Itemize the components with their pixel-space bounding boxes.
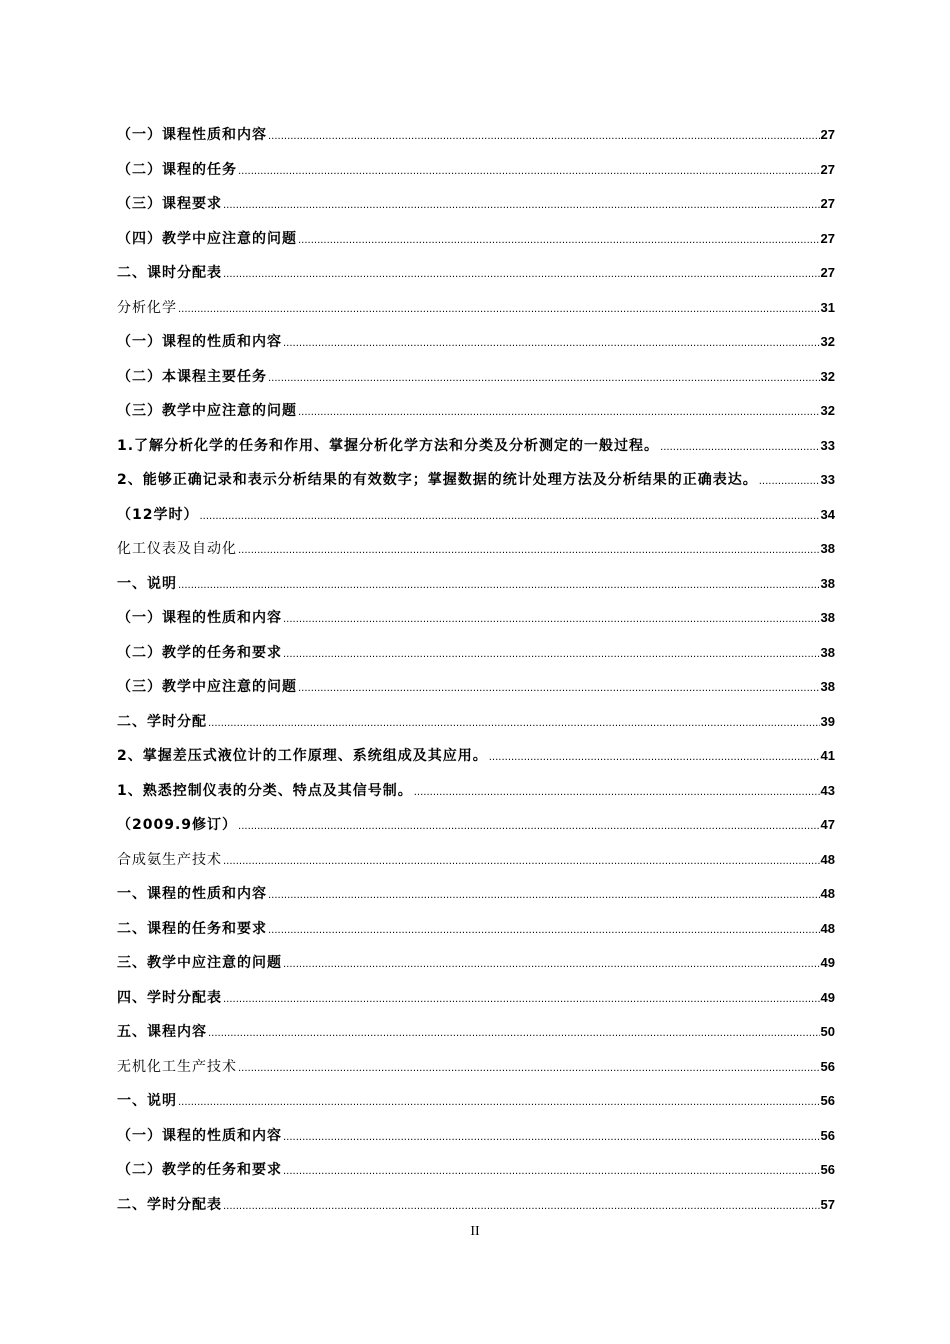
toc-entry-title: （一）课程的性质和内容 bbox=[117, 1127, 282, 1144]
toc-dot-leader bbox=[238, 160, 820, 184]
toc-entry-title: （四）教学中应注意的问题 bbox=[117, 230, 297, 247]
toc-entry-title: （三）教学中应注意的问题 bbox=[117, 679, 297, 695]
toc-page-number: 27 bbox=[820, 161, 835, 177]
toc-entry[interactable] bbox=[117, 296, 835, 331]
toc-dot-leader bbox=[223, 850, 820, 874]
toc-page-number: 48 bbox=[820, 886, 835, 901]
toc-page-number: 57 bbox=[820, 1196, 835, 1212]
toc-page-number: 50 bbox=[820, 1024, 835, 1039]
toc-dot-leader bbox=[268, 919, 820, 943]
toc-entry-title: 三、教学中应注意的问题 bbox=[117, 955, 282, 971]
toc-page-number: 56 bbox=[820, 1058, 835, 1074]
toc-dot-leader bbox=[283, 1160, 820, 1184]
toc-entry[interactable] bbox=[117, 882, 835, 917]
toc-dot-leader bbox=[238, 1057, 820, 1081]
toc-entry[interactable] bbox=[117, 848, 835, 883]
toc-page-number: 38 bbox=[820, 541, 835, 556]
toc-entry[interactable] bbox=[117, 606, 835, 641]
toc-entry-title: 二、学时分配表 bbox=[117, 1196, 222, 1213]
toc-dot-leader bbox=[208, 1022, 820, 1046]
toc-entry-title: 2、能够正确记录和表示分析结果的有效数字；掌握数据的统计处理方法及分析结果的正确表达。 bbox=[117, 472, 758, 488]
toc-page-number: 33 bbox=[820, 437, 835, 453]
toc-page-number: 43 bbox=[820, 782, 835, 798]
toc-page-number: 47 bbox=[820, 817, 835, 832]
toc-page-number: 41 bbox=[820, 748, 835, 763]
toc-entry-title: （二）教学的任务和要求 bbox=[117, 1162, 282, 1178]
toc-page-number: 32 bbox=[820, 403, 835, 418]
toc-entry-title: 2、掌握差压式液位计的工作原理、系统组成及其应用。 bbox=[117, 748, 488, 764]
toc-entry[interactable] bbox=[117, 572, 835, 607]
toc-dot-leader bbox=[223, 263, 820, 287]
toc-dot-leader bbox=[759, 470, 820, 494]
toc-page-number: 56 bbox=[820, 1127, 835, 1143]
toc-page-number: 38 bbox=[820, 644, 835, 660]
toc-entry[interactable] bbox=[117, 710, 835, 745]
toc-dot-leader bbox=[268, 884, 820, 908]
toc-page-number: 39 bbox=[820, 713, 835, 729]
toc-dot-leader bbox=[489, 746, 820, 770]
toc-page-number: 38 bbox=[820, 610, 835, 625]
toc-dot-leader bbox=[238, 815, 820, 839]
toc-dot-leader bbox=[298, 401, 820, 425]
toc-entry[interactable] bbox=[117, 158, 835, 193]
toc-dot-leader bbox=[178, 574, 820, 598]
toc-entry-title: （二）课程的任务 bbox=[117, 161, 237, 178]
toc-entry[interactable] bbox=[117, 951, 835, 986]
toc-page-number: 56 bbox=[820, 1093, 835, 1108]
toc-dot-leader bbox=[223, 194, 820, 218]
toc-dot-leader bbox=[199, 505, 819, 529]
toc-dot-leader bbox=[178, 298, 820, 322]
toc-dot-leader bbox=[283, 953, 820, 977]
toc-page-number: 27 bbox=[820, 265, 835, 280]
toc-entry[interactable] bbox=[117, 813, 835, 848]
toc-entry-title: （三）教学中应注意的问题 bbox=[117, 403, 297, 419]
toc-entry-title: 二、课程的任务和要求 bbox=[117, 920, 267, 937]
toc-entry[interactable] bbox=[117, 744, 835, 779]
toc-entry[interactable] bbox=[117, 399, 835, 434]
toc-page-number: 38 bbox=[820, 575, 835, 591]
toc-page-number: 34 bbox=[820, 506, 835, 522]
toc-entry[interactable] bbox=[117, 779, 835, 814]
toc-entry-title: 五、课程内容 bbox=[117, 1024, 207, 1040]
toc-entry-title: 分析化学 bbox=[117, 299, 177, 316]
toc-entry-title: 四、学时分配表 bbox=[117, 989, 222, 1006]
toc-entry-title: 一、说明 bbox=[117, 1093, 177, 1109]
toc-entry-title: 二、课时分配表 bbox=[117, 265, 222, 281]
toc-page-number: 49 bbox=[820, 989, 835, 1005]
toc-page-number: 48 bbox=[820, 920, 835, 936]
toc-dot-leader bbox=[283, 1126, 820, 1150]
toc-dot-leader bbox=[268, 367, 820, 391]
toc-page-number: 49 bbox=[820, 955, 835, 970]
toc-page-number: 33 bbox=[820, 472, 835, 487]
toc-entry-title: （一）课程的性质和内容 bbox=[117, 334, 282, 350]
toc-entry-title: 合成氨生产技术 bbox=[117, 851, 222, 868]
toc-entry-title: 化工仪表及自动化 bbox=[117, 541, 237, 557]
toc-entry-title: （二）教学的任务和要求 bbox=[117, 644, 282, 661]
toc-dot-leader bbox=[268, 125, 820, 149]
toc-entry[interactable] bbox=[117, 227, 835, 262]
toc-dot-leader bbox=[223, 988, 820, 1012]
toc-entry[interactable] bbox=[117, 330, 835, 365]
toc-entry[interactable] bbox=[117, 1089, 835, 1124]
toc-page-number: 27 bbox=[820, 230, 835, 246]
toc-entry-title: （一）课程性质和内容 bbox=[117, 127, 267, 143]
toc-dot-leader bbox=[223, 1195, 820, 1219]
toc-entry-title: （2009.9修订） bbox=[117, 817, 238, 833]
toc-entry-title: （12学时） bbox=[117, 506, 199, 523]
toc-entry[interactable] bbox=[117, 1055, 835, 1090]
toc-entry[interactable] bbox=[117, 1124, 835, 1159]
toc-entry-title: 一、课程的性质和内容 bbox=[117, 886, 267, 902]
toc-entry[interactable] bbox=[117, 1020, 835, 1055]
toc-entry[interactable] bbox=[117, 261, 835, 296]
toc-entry[interactable] bbox=[117, 434, 835, 469]
toc-entry[interactable] bbox=[117, 503, 835, 538]
toc-entry-title: 1.了解分析化学的任务和作用、掌握分析化学方法和分类及分析测定的一般过程。 bbox=[117, 437, 660, 454]
toc-page-number: 56 bbox=[820, 1162, 835, 1177]
toc-page-number: 27 bbox=[820, 127, 835, 142]
table-of-contents bbox=[117, 123, 835, 1227]
toc-dot-leader bbox=[414, 781, 820, 805]
toc-entry[interactable] bbox=[117, 468, 835, 503]
toc-page-number: 48 bbox=[820, 851, 835, 867]
toc-entry[interactable] bbox=[117, 192, 835, 227]
toc-entry[interactable] bbox=[117, 1193, 835, 1228]
toc-dot-leader bbox=[283, 332, 820, 356]
toc-entry-title: （二）本课程主要任务 bbox=[117, 368, 267, 385]
toc-entry-title: 一、说明 bbox=[117, 575, 177, 592]
toc-dot-leader bbox=[178, 1091, 820, 1115]
toc-entry[interactable] bbox=[117, 365, 835, 400]
toc-page-number: 38 bbox=[820, 679, 835, 694]
page-number: II bbox=[470, 1224, 480, 1239]
toc-dot-leader bbox=[298, 229, 820, 253]
toc-entry[interactable] bbox=[117, 123, 835, 158]
toc-entry-title: 二、学时分配 bbox=[117, 713, 207, 730]
toc-entry[interactable] bbox=[117, 1158, 835, 1193]
toc-page-number: 31 bbox=[820, 299, 835, 315]
toc-entry-title: 1、熟悉控制仪表的分类、特点及其信号制。 bbox=[117, 782, 413, 799]
toc-dot-leader bbox=[238, 539, 820, 563]
toc-entry-title: （一）课程的性质和内容 bbox=[117, 610, 282, 626]
toc-entry-title: （三）课程要求 bbox=[117, 196, 222, 212]
toc-entry[interactable] bbox=[117, 986, 835, 1021]
toc-dot-leader bbox=[283, 643, 820, 667]
toc-dot-leader bbox=[660, 436, 819, 460]
toc-entry[interactable] bbox=[117, 641, 835, 676]
toc-entry[interactable] bbox=[117, 675, 835, 710]
toc-entry-title: 无机化工生产技术 bbox=[117, 1058, 237, 1075]
toc-dot-leader bbox=[283, 608, 820, 632]
toc-page-number: 27 bbox=[820, 196, 835, 211]
toc-entry[interactable] bbox=[117, 537, 835, 572]
toc-dot-leader bbox=[298, 677, 820, 701]
toc-page-number: 32 bbox=[820, 368, 835, 384]
toc-entry[interactable] bbox=[117, 917, 835, 952]
toc-page-number: 32 bbox=[820, 334, 835, 349]
toc-dot-leader bbox=[208, 712, 820, 736]
